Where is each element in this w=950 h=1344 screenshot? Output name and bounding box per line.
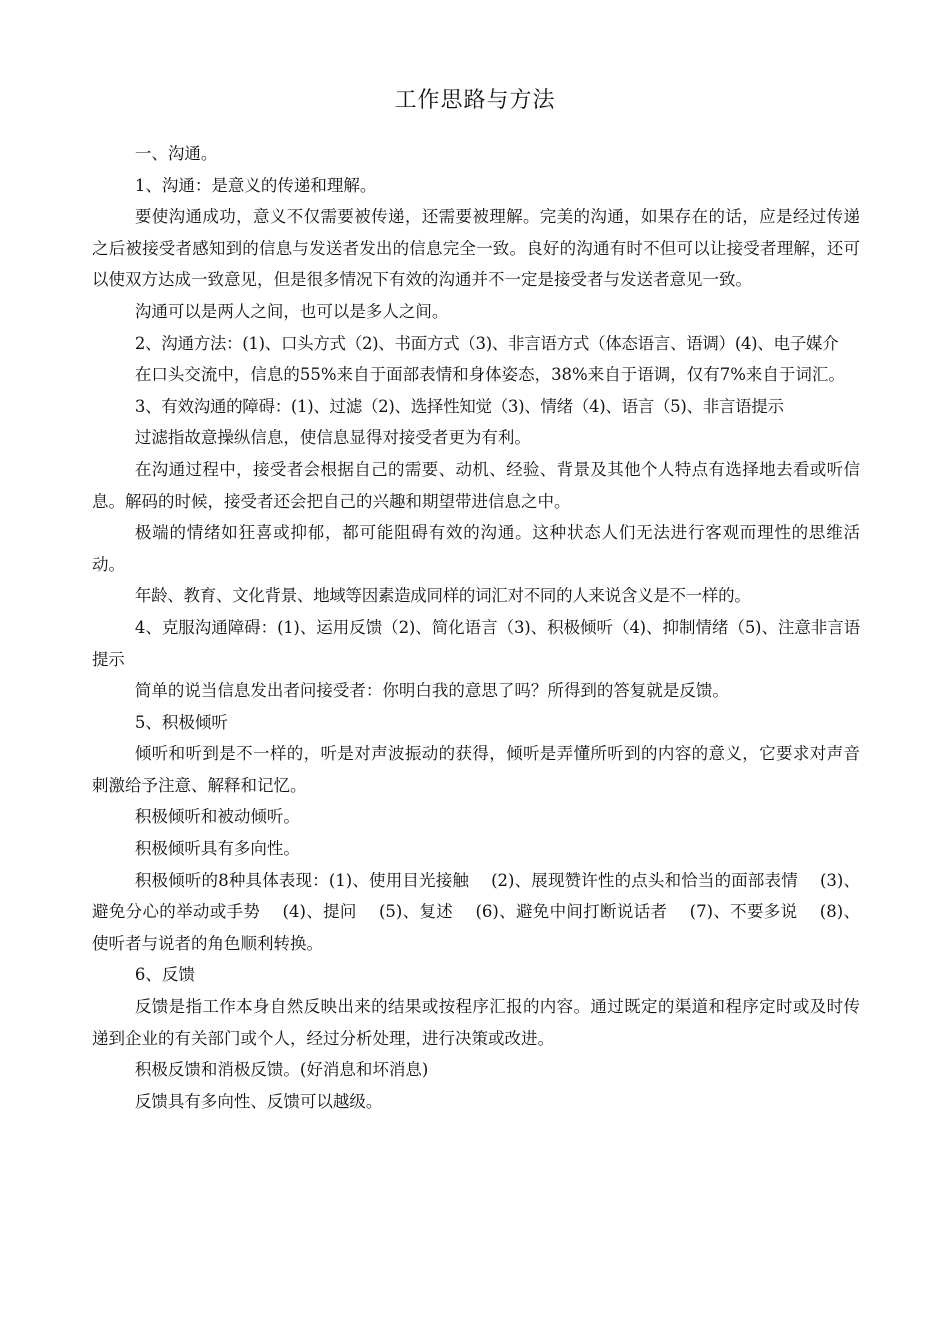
paragraph: 积极倾听和被动倾听。 bbox=[134, 807, 300, 827]
document-body bbox=[92, 138, 860, 1117]
subsection-heading: 4、克服沟通障碍：(1)、运用反馈（2)、简化语言（3)、积极倾听（4)、抑制情绪（5)、注意非言语提示 bbox=[92, 617, 860, 669]
subsection-heading: 5、积极倾听 bbox=[134, 712, 228, 732]
paragraph: 积极反馈和消极反馈。(好消息和坏消息) bbox=[134, 1060, 429, 1080]
subsection-heading: 1、沟通：是意义的传递和理解。 bbox=[134, 175, 377, 195]
paragraph: 积极倾听具有多向性。 bbox=[134, 839, 300, 859]
paragraph: 过滤指故意操纵信息，使信息显得对接受者更为有利。 bbox=[134, 428, 531, 448]
section-heading: 一、沟通。 bbox=[134, 144, 218, 163]
paragraph: 年龄、教育、文化背景、地域等因素造成同样的词汇对不同的人来说含义是不一样的。 bbox=[134, 586, 751, 606]
subsection-heading: 3、有效沟通的障碍：(1)、过滤（2)、选择性知觉（3)、情绪（4)、语言（5)、非言语提示 bbox=[134, 396, 784, 416]
paragraph: 倾听和听到是不一样的，听是对声波振动的获得，倾听是弄懂所听到的内容的意义，它要求对声音刺激给予注意、解释和记忆。 bbox=[92, 744, 860, 795]
subsection-heading: 6、反馈 bbox=[134, 965, 195, 985]
document-title: 工作思路与方法 bbox=[394, 88, 556, 113]
paragraph: 在沟通过程中，接受者会根据自己的需要、动机、经验、背景及其他个人特点有选择地去看或听信息。解码的时候，接受者还会把自己的兴趣和期望带进信息之中。 bbox=[92, 459, 860, 511]
paragraph: 积极倾听的8种具体表现：(1)、使用目光接触 (2)、展现赞许性的点头和恰当的面部表情 (3)、避免分心的举动或手势 (4)、提问 (5)、复述 (6)、避免中间打断说话者 (7)、不要多说 (8)、使听者与说者的角色顺利转换。 bbox=[92, 870, 860, 953]
paragraph: 要使沟通成功，意义不仅需要被传递，还需要被理解。完美的沟通，如果存在的话，应是经过传递之后被接受者感知到的信息与发送者发出的信息完全一致。良好的沟通有时不但可以让接受者理解，还可以使双方达成一致意见，但是很多情况下有效的沟通并不一定是接受者与发送者意见一致。 bbox=[92, 207, 860, 290]
paragraph: 简单的说当信息发出者问接受者：你明白我的意思了吗？所得到的答复就是反馈。 bbox=[134, 681, 729, 701]
paragraph: 反馈是指工作本身自然反映出来的结果或按程序汇报的内容。通过既定的渠道和程序定时或及时传递到企业的有关部门或个人，经过分析处理，进行决策或改进。 bbox=[92, 997, 860, 1048]
paragraph: 在口头交流中，信息的55%来自于面部表情和身体姿态，38%来自于语调，仅有7%来自于词汇。 bbox=[134, 365, 845, 385]
subsection-heading: 2、沟通方法：(1)、口头方式（2)、书面方式（3)、非言语方式（体态语言、语调）(4)、电子媒介 bbox=[134, 333, 839, 353]
paragraph: 反馈具有多向性、反馈可以越级。 bbox=[134, 1091, 383, 1111]
paragraph: 极端的情绪如狂喜或抑郁，都可能阻碍有效的沟通。这种状态人们无法进行客观而理性的思维活动。 bbox=[92, 523, 860, 574]
paragraph: 沟通可以是两人之间，也可以是多人之间。 bbox=[134, 301, 449, 321]
